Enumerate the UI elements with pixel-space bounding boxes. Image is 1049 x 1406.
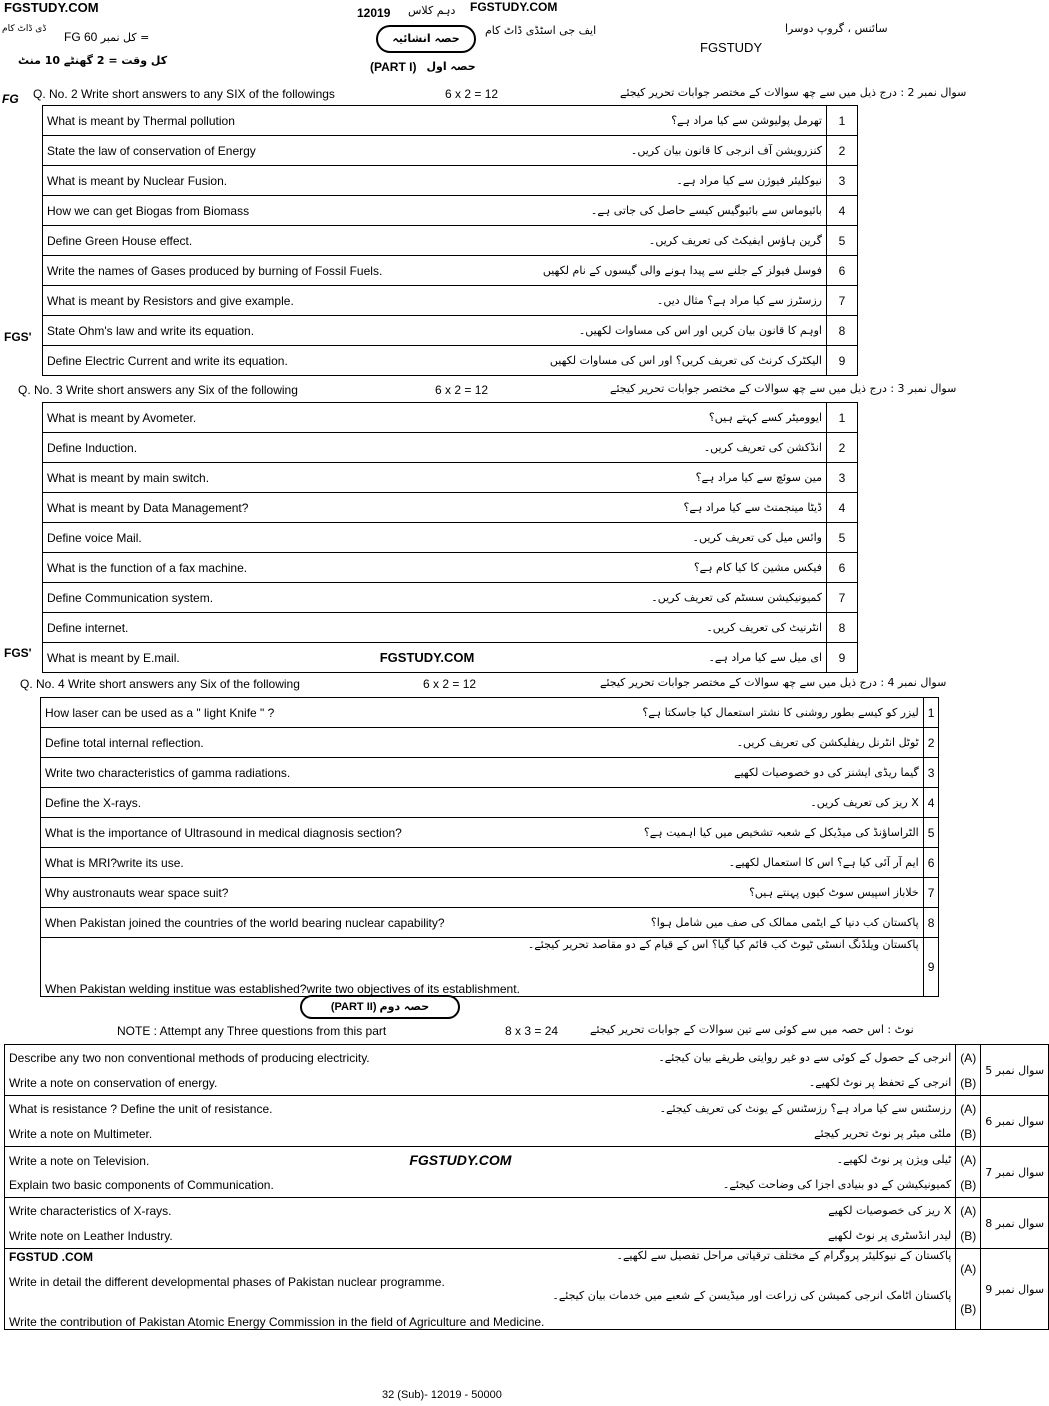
part1-urdu: حصہ اول bbox=[426, 60, 476, 73]
q3-side-a: FGS' bbox=[4, 330, 32, 344]
q2-table bbox=[42, 105, 858, 376]
part-b-label: (B) bbox=[956, 1070, 981, 1096]
question-number: 3 bbox=[827, 166, 858, 196]
part2-marks: 8 x 3 = 24 bbox=[505, 1024, 559, 1038]
question-row bbox=[43, 286, 858, 316]
question-number: 5 bbox=[827, 523, 858, 553]
part-b-label: (B) bbox=[956, 1289, 981, 1330]
question-number: 5 bbox=[923, 818, 939, 848]
footer-code: 32 (Sub)- 12019 - 50000 bbox=[382, 1389, 502, 1401]
question-text-urdu: ایوومیٹر کسے کہتے ہیں؟ bbox=[598, 403, 826, 433]
question-text-urdu: پاکستان کب دنیا کے ایٹمی ممالک کی صف میں شامل ہوا؟ bbox=[524, 908, 923, 938]
question-text-urdu: فیکس مشین کا کیا کام ہے؟ bbox=[598, 553, 826, 583]
question-b-en: Explain two basic components of Communication. bbox=[5, 1172, 549, 1198]
question-row bbox=[43, 643, 858, 673]
q4-heading-urdu: سوال نمبر 4 : درج ذیل میں سے چھ سوالات کے مختصر جوابات تحریر کیجئے bbox=[600, 676, 947, 689]
question-text-en: What is meant by Nuclear Fusion. bbox=[43, 166, 470, 196]
part1-label: (PART I) bbox=[370, 60, 417, 74]
question-number: 5 bbox=[827, 226, 858, 256]
question-row bbox=[41, 818, 939, 848]
question-row bbox=[43, 106, 858, 136]
question-text-en: Define Electric Current and write its equation. bbox=[43, 346, 470, 376]
marks-value: FG 60 bbox=[64, 30, 98, 44]
question-a-en: Write a note on Television. FGSTUDY.COM bbox=[5, 1147, 549, 1173]
question-number: 9 bbox=[827, 643, 858, 673]
question-a-urdu: انرجی کے حصول کے کوئی سے دو غیر روایتی طریقے بیان کیجئے۔ bbox=[548, 1045, 955, 1071]
question-text-urdu: ای میل سے کیا مراد ہے۔ bbox=[598, 643, 826, 673]
question-number: 2 bbox=[827, 136, 858, 166]
question-number: 8 bbox=[827, 316, 858, 346]
question-row bbox=[41, 878, 939, 908]
question-text-urdu: گیما ریڈی ایشنز کی دو خصوصیات لکھیے bbox=[524, 758, 923, 788]
question-text-urdu: ڈیٹا مینجمنٹ سے کیا مراد ہے؟ bbox=[598, 493, 826, 523]
marks-label: کل نمبر = bbox=[100, 31, 150, 44]
question-number: 9 bbox=[923, 938, 939, 997]
question-number: 2 bbox=[827, 433, 858, 463]
q3-table bbox=[42, 402, 858, 673]
q3-side-b: FGS' bbox=[4, 646, 32, 660]
question-b-en: Write a note on conservation of energy. bbox=[5, 1070, 549, 1096]
question-row bbox=[41, 788, 939, 818]
part-a-label: (A) bbox=[956, 1147, 981, 1173]
question-text-urdu: فوسل فیولز کے جلنے سے پیدا ہونے والی گیسوں کے نام لکھیں bbox=[469, 256, 826, 286]
question-text-urdu: تھرمل پولیوشن سے کیا مراد ہے؟ bbox=[469, 106, 826, 136]
question-row-b bbox=[5, 1223, 1049, 1249]
site-top: FGSTUDY.COM bbox=[470, 0, 558, 14]
question-text-en: What is MRI?write its use. bbox=[41, 848, 524, 878]
question-text-en: When Pakistan welding institue was established?write two objectives of its establishment. bbox=[41, 938, 524, 997]
mid-watermark: FGSTUDY.COM bbox=[379, 650, 475, 665]
paper-code: 12019 bbox=[357, 6, 391, 20]
question-text-urdu: انڈکشن کی تعریف کریں۔ bbox=[598, 433, 826, 463]
question-text-en: Why austronauts wear space suit? bbox=[41, 878, 524, 908]
question-text-en: What is meant by Avometer. bbox=[43, 403, 599, 433]
question-label: سوال نمبر 6 bbox=[981, 1096, 1049, 1147]
question-text-urdu: رزسٹرز سے کیا مراد ہے؟ مثال دیں۔ bbox=[469, 286, 826, 316]
question-number: 1 bbox=[827, 106, 858, 136]
question-row bbox=[43, 136, 858, 166]
question-row bbox=[41, 938, 939, 997]
question-text-en: Define Green House effect. bbox=[43, 226, 470, 256]
group-label: سائنس ، گروپ دوسرا bbox=[785, 22, 888, 35]
part2-table bbox=[4, 1044, 1049, 1330]
part-a-label: (A) bbox=[956, 1096, 981, 1122]
question-a-urdu: پاکستان کے نیوکلیئر پروگرام کے مختلف ترقیاتی مراحل تفصیل سے لکھیے۔ bbox=[548, 1249, 955, 1290]
question-text-en: Write two characteristics of gamma radiations. bbox=[41, 758, 524, 788]
question-text-urdu: وائس میل کی تعریف کریں۔ bbox=[598, 523, 826, 553]
total-time: کل وقت = 2 گھنٹے 10 منٹ bbox=[18, 54, 168, 67]
question-row bbox=[43, 346, 858, 376]
question-text-en: What is meant by E.mail. FGSTUDY.COM bbox=[43, 643, 599, 673]
question-row-b bbox=[5, 1289, 1049, 1330]
question-row-a bbox=[5, 1096, 1049, 1122]
part-b-label: (B) bbox=[956, 1172, 981, 1198]
question-number: 3 bbox=[923, 758, 939, 788]
question-b-en: Write note on Leather Industry. bbox=[5, 1223, 549, 1249]
question-text-en: State Ohm's law and write its equation. bbox=[43, 316, 470, 346]
question-text-urdu: بائیوماس سے بائیوگیس کیسے حاصل کی جاتی ہے۔ bbox=[469, 196, 826, 226]
question-number: 3 bbox=[827, 463, 858, 493]
question-a-en: FGSTUD .COM Write in detail the different developmental phases of Pakistan nuclear programme. bbox=[5, 1249, 549, 1290]
question-text-en: What is the function of a fax machine. bbox=[43, 553, 599, 583]
question-number: 7 bbox=[923, 878, 939, 908]
q4-heading: Q. No. 4 Write short answers any Six of the following bbox=[20, 677, 300, 691]
question-text-en: How laser can be used as a " light Knife " ? bbox=[41, 698, 524, 728]
part2-label: (PART II) bbox=[330, 1001, 377, 1013]
question-text-en: Define total internal reflection. bbox=[41, 728, 524, 758]
question-text-urdu: ٹوٹل انٹرنل ریفلیکشن کی تعریف کریں۔ bbox=[524, 728, 923, 758]
question-a-urdu: X ریز کی خصوصیات لکھیے bbox=[548, 1198, 955, 1224]
question-text-en: Define voice Mail. bbox=[43, 523, 599, 553]
question-text-urdu: الٹراساؤنڈ کی میڈیکل کے شعبہ تشخیص میں کیا اہمیت ہے؟ bbox=[524, 818, 923, 848]
question-a-en: What is resistance ? Define the unit of resistance. bbox=[5, 1096, 549, 1122]
question-number: 4 bbox=[827, 196, 858, 226]
question-number: 1 bbox=[827, 403, 858, 433]
question-number: 4 bbox=[923, 788, 939, 818]
question-row bbox=[43, 583, 858, 613]
question-row bbox=[43, 166, 858, 196]
question-row bbox=[43, 463, 858, 493]
question-number: 6 bbox=[827, 256, 858, 286]
question-row-a bbox=[5, 1198, 1049, 1224]
question-row bbox=[43, 196, 858, 226]
part-b-label: (B) bbox=[956, 1223, 981, 1249]
part2-pill bbox=[300, 995, 460, 1019]
part-b-label: (B) bbox=[956, 1121, 981, 1147]
question-text-urdu: X ریز کی تعریف کریں۔ bbox=[524, 788, 923, 818]
question-text-en: What is meant by Thermal pollution bbox=[43, 106, 470, 136]
part-a-label: (A) bbox=[956, 1249, 981, 1290]
question-number: 6 bbox=[923, 848, 939, 878]
part2-watermark-1: FGSTUDY.COM bbox=[409, 1151, 512, 1168]
question-number: 4 bbox=[827, 493, 858, 523]
question-text-urdu: لیزر کو کیسے بطور روشنی کا نشتر استعمال کیا جاسکتا ہے؟ bbox=[524, 698, 923, 728]
part2-note: NOTE : Attempt any Three questions from this part bbox=[117, 1024, 387, 1038]
total-marks bbox=[64, 30, 149, 44]
part-a-label: (A) bbox=[956, 1045, 981, 1071]
question-text-urdu: انٹرنیٹ کی تعریف کریں۔ bbox=[598, 613, 826, 643]
question-number: 8 bbox=[923, 908, 939, 938]
q2-heading-urdu: سوال نمبر 2 : درج ذیل میں سے چھ سوالات کے مختصر جوابات تحریر کیجئے bbox=[620, 86, 967, 99]
question-text-en: Define the X-rays. bbox=[41, 788, 524, 818]
question-row bbox=[41, 908, 939, 938]
question-row bbox=[43, 523, 858, 553]
question-label: سوال نمبر 8 bbox=[981, 1198, 1049, 1249]
question-text-urdu: اوہم کا قانون بیان کریں اور اس کی مساوات لکھیں۔ bbox=[469, 316, 826, 346]
q3-heading: Q. No. 3 Write short answers any Six of the following bbox=[18, 383, 298, 397]
question-a-en: Describe any two non conventional methods of producing electricity. bbox=[5, 1045, 549, 1071]
question-row bbox=[41, 848, 939, 878]
question-b-urdu: لیدر انڈسٹری پر نوٹ لکھیے bbox=[548, 1223, 955, 1249]
question-number: 6 bbox=[827, 553, 858, 583]
question-b-en: Write the contribution of Pakistan Atomic Energy Commission in the field of Agriculture and Medicine. bbox=[5, 1289, 549, 1330]
question-row-b bbox=[5, 1070, 1049, 1096]
question-text-urdu: گرین ہاؤس ایفیکٹ کی تعریف کریں۔ bbox=[469, 226, 826, 256]
part-a-label: (A) bbox=[956, 1198, 981, 1224]
question-row bbox=[43, 493, 858, 523]
part2-watermark-2: FGSTUD .COM bbox=[9, 1250, 93, 1264]
question-number: 2 bbox=[923, 728, 939, 758]
question-a-en: Write characteristics of X-rays. bbox=[5, 1198, 549, 1224]
question-b-urdu: کمیونیکیشن کے دو بنیادی اجزا کی وضاحت کیجئے۔ bbox=[548, 1172, 955, 1198]
question-row bbox=[43, 403, 858, 433]
question-text-urdu: نیوکلیئر فیوژن سے کیا مراد ہے۔ bbox=[469, 166, 826, 196]
q2-side: FG bbox=[2, 92, 19, 106]
question-b-urdu: پاکستان اٹامک انرجی کمیشن کی زراعت اور میڈیسن کے شعبے میں خدمات بیان کیجئے۔ bbox=[548, 1289, 955, 1330]
q3-marks: 6 x 2 = 12 bbox=[435, 383, 489, 397]
question-b-urdu: انرجی کے تحفظ پر نوٹ لکھیے۔ bbox=[548, 1070, 955, 1096]
question-row bbox=[43, 226, 858, 256]
question-text-urdu: مین سوئچ سے کیا مراد ہے؟ bbox=[598, 463, 826, 493]
question-text-urdu: ایم آر آئی کیا ہے؟ اس کا استعمال لکھیے۔ bbox=[524, 848, 923, 878]
question-text-urdu: کنزرویشن آف انرجی کا قانون بیان کریں۔ bbox=[469, 136, 826, 166]
question-row bbox=[41, 758, 939, 788]
question-label: سوال نمبر 9 bbox=[981, 1249, 1049, 1330]
part2-note-urdu: نوٹ : اس حصہ میں سے کوئی سے تین سوالات کے جوابات تحریر کیجئے bbox=[590, 1023, 914, 1036]
question-text-en: Write the names of Gases produced by burning of Fossil Fuels. bbox=[43, 256, 470, 286]
class-label: دہم کلاس bbox=[408, 4, 456, 17]
fgstudy-mid: FGSTUDY bbox=[700, 40, 763, 55]
question-text-urdu: خلاباز اسپیس سوٹ کیوں پہنتے ہیں؟ bbox=[524, 878, 923, 908]
question-number: 1 bbox=[923, 698, 939, 728]
question-number: 9 bbox=[827, 346, 858, 376]
question-text-en: Define Communication system. bbox=[43, 583, 599, 613]
question-row bbox=[43, 553, 858, 583]
question-text-en: What is meant by main switch. bbox=[43, 463, 599, 493]
section-pill: حصہ انشائیہ bbox=[376, 25, 476, 53]
q2-heading: Q. No. 2 Write short answers to any SIX of the followings bbox=[33, 87, 335, 101]
question-row bbox=[41, 698, 939, 728]
question-a-urdu: رزسٹنس سے کیا مراد ہے؟ رزسٹنس کے یونٹ کی تعریف کیجئے۔ bbox=[548, 1096, 955, 1122]
part1-heading bbox=[370, 60, 476, 74]
question-a-urdu: ٹیلی ویژن پر نوٹ لکھیے۔ bbox=[548, 1147, 955, 1173]
question-label: سوال نمبر 7 bbox=[981, 1147, 1049, 1198]
left-urdu: ڈی ڈاٹ کام bbox=[2, 24, 47, 34]
question-row-a bbox=[5, 1045, 1049, 1071]
q4-table bbox=[40, 697, 939, 997]
question-number: 8 bbox=[827, 613, 858, 643]
q4-marks: 6 x 2 = 12 bbox=[423, 677, 477, 691]
question-text-en: Define Induction. bbox=[43, 433, 599, 463]
question-text-en: What is meant by Data Management? bbox=[43, 493, 599, 523]
q2-marks: 6 x 2 = 12 bbox=[445, 87, 499, 101]
question-row-a bbox=[5, 1147, 1049, 1173]
question-text-en: What is meant by Resistors and give example. bbox=[43, 286, 470, 316]
question-row bbox=[43, 316, 858, 346]
question-b-en: Write a note on Multimeter. bbox=[5, 1121, 549, 1147]
question-row-b bbox=[5, 1121, 1049, 1147]
part2-urdu: حصہ دوم bbox=[379, 1000, 430, 1013]
q3-heading-urdu: سوال نمبر 3 : درج ذیل میں سے چھ سوالات کے مختصر جوابات تحریر کیجئے bbox=[610, 382, 957, 395]
question-text-en: What is the importance of Ultrasound in medical diagnosis section? bbox=[41, 818, 524, 848]
question-text-en: Define internet. bbox=[43, 613, 599, 643]
question-text-en: State the law of conservation of Energy bbox=[43, 136, 470, 166]
question-text-urdu: الیکٹرک کرنٹ کی تعریف کریں؟ اور اس کی مساوات لکھیں bbox=[469, 346, 826, 376]
question-text-en: How we can get Biogas from Biomass bbox=[43, 196, 470, 226]
question-row bbox=[43, 613, 858, 643]
question-text-urdu: کمیونیکیشن سسٹم کی تعریف کریں۔ bbox=[598, 583, 826, 613]
question-row bbox=[41, 728, 939, 758]
question-row bbox=[43, 433, 858, 463]
question-number: 7 bbox=[827, 286, 858, 316]
question-text-en: When Pakistan joined the countries of the world bearing nuclear capability? bbox=[41, 908, 524, 938]
fgstudy-urdu: ایف جی اسٹڈی ڈاٹ کام bbox=[485, 24, 597, 37]
question-text-urdu: پاکستان ویلڈنگ انسٹی ٹیوٹ کب قائم کیا گیا؟ اس کے قیام کے دو مقاصد تحریر کیجئے۔ bbox=[524, 938, 923, 997]
question-label: سوال نمبر 5 bbox=[981, 1045, 1049, 1096]
question-number: 7 bbox=[827, 583, 858, 613]
question-row-b bbox=[5, 1172, 1049, 1198]
question-row bbox=[43, 256, 858, 286]
question-b-urdu: ملٹی میٹر پر نوٹ تحریر کیجئے bbox=[548, 1121, 955, 1147]
question-row-a bbox=[5, 1249, 1049, 1290]
site-watermark: FGSTUDY.COM bbox=[4, 0, 99, 15]
